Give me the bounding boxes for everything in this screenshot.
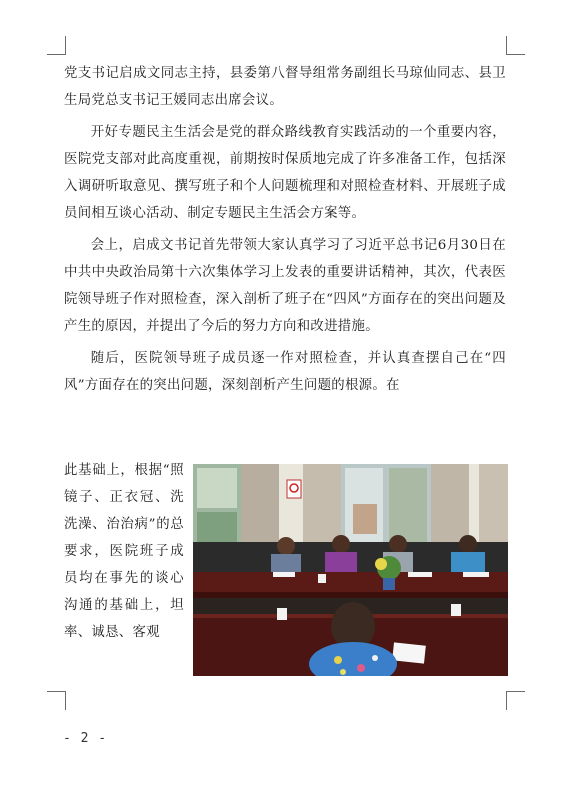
- paragraph-4: 随后，医院领导班子成员逐一作对照检查，并认真查摆自己在“四风”方面存在的突出问题，深刻剖析产生问题的根源。在: [64, 351, 506, 393]
- paragraph-1-continued: 党支书记启成文同志主持，县委第八督导组常务副组长马琼仙同志、县卫生局党总支书记王媛同志出席会议。: [64, 66, 506, 108]
- page-number: - 2 -: [63, 731, 108, 746]
- crop-mark-bottom-left: [47, 691, 66, 710]
- body-text: [64, 60, 506, 399]
- crop-mark-bottom-right: [506, 691, 525, 710]
- paragraph-3: 会上，启成文书记首先带领大家认真学习了习近平总书记6月30日在中共中央政治局第十六次集体学习上发表的重要讲话精神，其次，代表医院领导班子作对照检查，深入剖析了班子在“四风”方面存在的突出问题及产生的原因，并提出了今后的努力方向和改进措施。: [64, 238, 506, 334]
- crop-mark-top-left: [47, 36, 66, 55]
- crop-mark-top-right: [506, 36, 525, 55]
- paragraph-2: 开好专题民主生活会是党的群众路线教育实践活动的一个重要内容，医院党支部对此高度重视，前期按时保质地完成了许多准备工作，包括深入调研听取意见、撰写班子和个人问题梳理和对照检查材料、开展班子成员间相互谈心活动、制定专题民主生活会方案等。: [64, 125, 506, 221]
- meeting-photo: [193, 464, 508, 676]
- paragraph-4-wrap: 此基础上，根据“照镜子、正衣冠、洗洗澡、治治病”的总要求，医院班子成员均在事先的谈心沟通的基础上，坦率、诚恳、客观: [64, 463, 184, 640]
